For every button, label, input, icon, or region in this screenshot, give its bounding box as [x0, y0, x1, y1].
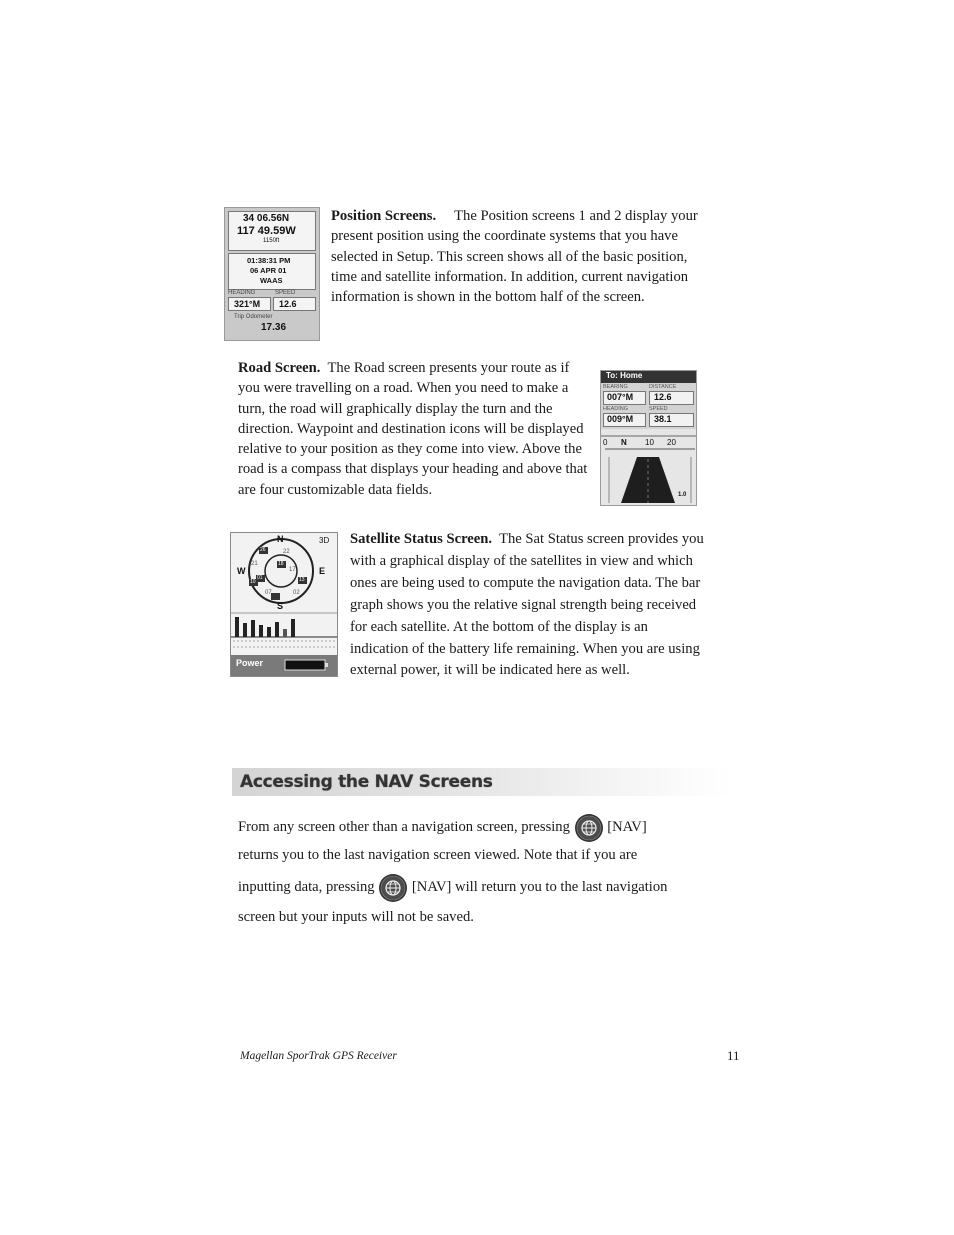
road-paragraph	[238, 358, 593, 500]
section-title: Accessing the NAV Screens	[240, 772, 493, 792]
heading-label: HEADING	[228, 290, 256, 296]
waas: WAAS	[260, 276, 283, 285]
distance-label: DISTANCE	[649, 384, 677, 390]
odometer-value: 17.36	[261, 322, 287, 333]
bearing-value: 007°M	[607, 392, 634, 402]
nav-button-icon	[574, 813, 604, 843]
distance-value: 12.6	[654, 392, 672, 402]
position-screen-image	[224, 207, 320, 341]
nav-line-3	[238, 870, 718, 904]
position-paragraph	[331, 206, 701, 307]
sat-west: W	[237, 566, 246, 576]
position-body: The Position screens 1 and 2 display your present position using the coordinate systems that you have selected in Setup. This screen shows all of the basic position, time and satellite information. In addition, current navigation information is shown in the bottom half of the screen.	[331, 208, 698, 306]
nav-button-icon	[378, 873, 408, 903]
satellite-screen-image	[230, 532, 338, 677]
sat-13: 13	[299, 577, 305, 583]
nav-key-1: [NAV]	[607, 819, 647, 835]
road-heading-label: HEADING	[603, 406, 629, 412]
road-title: To: Home	[606, 371, 643, 380]
road-heading-value: 009°M	[607, 414, 634, 424]
sat-paragraph	[350, 529, 706, 682]
road-heading: Road Screen.	[238, 360, 321, 376]
sat-01: 01	[257, 575, 263, 581]
sat-mode: 3D	[319, 536, 330, 545]
road-speed-label: SPEED	[649, 406, 668, 412]
compass-n: N	[621, 438, 627, 447]
sat-22: 22	[283, 549, 290, 555]
date: 06 APR 01	[250, 266, 287, 275]
time: 01:38:31 PM	[247, 256, 291, 265]
nav-text-4: will return you to the last navigation	[455, 879, 668, 895]
compass-20: 20	[667, 438, 676, 447]
road-scale: 1.0	[678, 492, 687, 498]
speed-value: 12.6	[279, 299, 297, 309]
longitude: 117 49.59W	[237, 225, 296, 237]
latitude: 34 06.56N	[243, 213, 290, 224]
nav-text-3: inputting data, pressing	[238, 879, 375, 895]
compass-0: 0	[603, 438, 608, 447]
power-label: Power	[236, 658, 264, 668]
sat-heading: Satellite Status Screen.	[350, 531, 493, 547]
sat-26: 26	[260, 547, 266, 553]
nav-key-2: [NAV]	[411, 879, 452, 895]
sat-east: E	[319, 566, 326, 576]
nav-line-2: returns you to the last navigation screen viewed. Note that if you are	[238, 847, 638, 863]
speed-label: SPEED	[275, 290, 296, 296]
compass-10: 10	[645, 438, 654, 447]
position-heading: Position Screens.	[331, 208, 437, 224]
odometer-label: Trip Odometer	[234, 314, 273, 320]
footer-title: Magellan SporTrak GPS Receiver	[240, 1050, 397, 1062]
sat-north: N	[277, 534, 284, 544]
nav-paragraph	[238, 812, 718, 930]
bearing-label: BEARING	[603, 384, 628, 390]
sat-south: S	[277, 601, 284, 611]
nav-line-4: screen but your inputs will not be saved.	[238, 909, 474, 925]
sat-18: 18	[278, 561, 284, 567]
road-body: The Road screen presents your route as if you were travelling on a road. When you need to make a turn, the road will graphically display the turn and the direction. Waypoint and destination icons will be displayed relative to your position as they come into view. Above the road is a compass that displays your heading and above that are four customizable data fields.	[238, 360, 588, 498]
sat-07: 07	[265, 590, 272, 596]
heading-value: 321°M	[234, 299, 261, 309]
sat-21: 21	[251, 561, 258, 567]
road-screen-image	[600, 370, 697, 506]
sat-body: The Sat Status screen provides you with a graphical display of the satellites in view and which ones are being used to compute the navigation data. The bar graph shows you the relative signal strength being received for each satellite. At the bottom of the display is an indication of the battery life remaining. When you are using external power, it will be indicated here as well.	[350, 531, 704, 679]
nav-line-1	[238, 812, 718, 842]
sat-17: 17	[289, 567, 296, 573]
sat-10: 10	[250, 579, 256, 585]
sat-02: 02	[293, 590, 300, 596]
elevation: 1150ft	[263, 238, 280, 244]
nav-text-1: From any screen other than a navigation screen, pressing	[238, 819, 570, 835]
road-speed-value: 38.1	[654, 414, 672, 424]
page-number: 11	[727, 1048, 740, 1063]
